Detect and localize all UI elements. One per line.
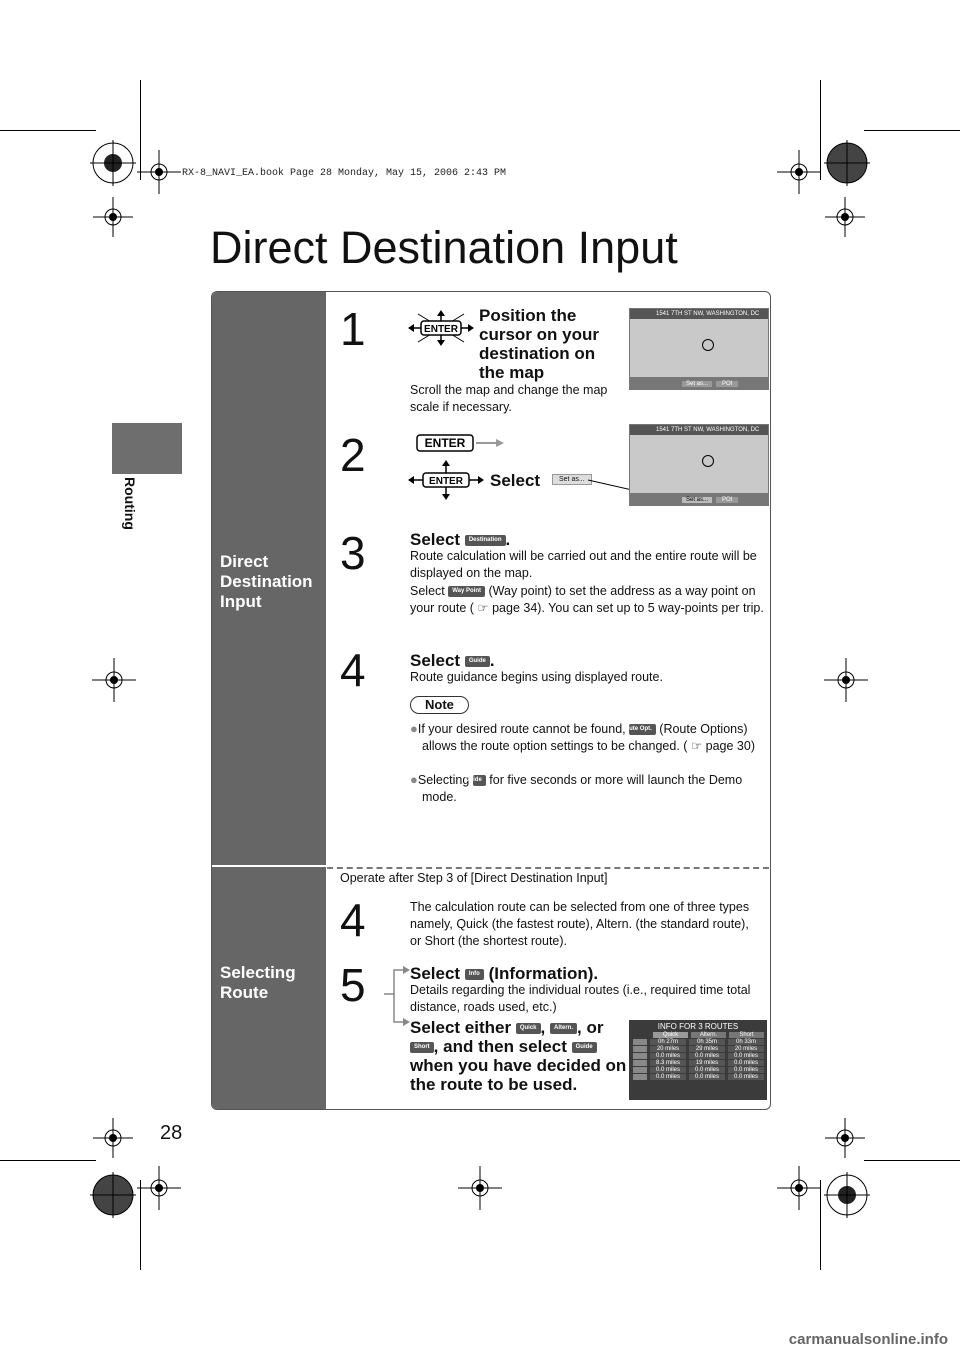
quick-button-image: Quick: [516, 1023, 541, 1034]
info-button-image: Info: [465, 969, 484, 980]
enter-joystick-icon: [408, 460, 484, 500]
operate-note: Operate after Step 3 of [Direct Destination Input]: [340, 871, 608, 885]
info-table-cell: 0h 35m: [689, 1039, 725, 1045]
info-table-cell: 0.0 miles: [650, 1067, 686, 1073]
step-number: 2: [340, 429, 366, 481]
registration-mark-icon: [824, 1172, 870, 1218]
note-bullet-2: [410, 771, 771, 806]
crop-line: [864, 130, 960, 131]
enter-label: ENTER: [424, 436, 466, 450]
registration-mark-icon: [825, 197, 865, 237]
sidebar-label: [116, 477, 176, 547]
section-heading-selecting: Selecting Route: [220, 963, 296, 1002]
info-table-row: [629, 1046, 767, 1052]
registration-mark-icon: [90, 140, 136, 186]
road-type-icon: [633, 1074, 647, 1080]
info-table-cell: 8.3 miles: [650, 1060, 686, 1066]
altern-button-image: Altern.: [550, 1023, 577, 1034]
info-table-cell: 19 miles: [689, 1060, 725, 1066]
enter-label: ENTER: [429, 476, 463, 487]
set-as-button: Set as...: [682, 381, 712, 387]
text-fragment: Select: [410, 584, 445, 598]
dashed-separator: [327, 867, 769, 869]
print-header: RX-8_NAVI_EA.book Page 28 Monday, May 15, 2006 2:43 PM: [182, 168, 507, 179]
destination-button-image: Destination: [465, 535, 506, 546]
page-reference-icon: ☞: [690, 739, 703, 753]
info-header-quick: Quick: [653, 1032, 688, 1038]
route-info-table: [629, 1020, 767, 1100]
step3-title: Select Destination .: [410, 530, 511, 549]
info-table-cell: 20 miles: [728, 1046, 764, 1052]
road-type-icon: [633, 1046, 647, 1052]
info-table-cell: 0.0 miles: [689, 1067, 725, 1073]
bullet-icon: ●: [410, 772, 418, 787]
info-table-cell: 20 miles: [650, 1046, 686, 1052]
step1-text: Scroll the map and change the map scale if necessary.: [410, 383, 608, 414]
info-table-cell: 0.0 miles: [728, 1060, 764, 1066]
info-table-row: [629, 1067, 767, 1073]
set-as-button: Set as...: [682, 497, 712, 503]
route-step5-text: Details regarding the individual routes (i.e., required time total distance, roads used, etc.): [410, 983, 751, 1014]
crop-line: [0, 1160, 96, 1161]
registration-mark-icon: [825, 1118, 865, 1158]
text-fragment: when you have decided on the route to be used.: [410, 1056, 627, 1094]
text-fragment: (Route Options) allows the route option settings to be changed. (: [422, 722, 748, 753]
bullet-icon: ●: [410, 721, 418, 736]
text-fragment: If your desired route cannot be found,: [417, 722, 626, 736]
registration-mark-icon: [824, 140, 870, 186]
step3-text2: [410, 583, 765, 617]
map-screenshot: [629, 308, 769, 390]
step-number: 1: [340, 303, 366, 355]
enter-arrow-icon: [416, 432, 506, 454]
step-number: 5: [340, 959, 366, 1011]
text-fragment: for five seconds or more will launch the Demo mode.: [422, 773, 743, 804]
step2-select: Select: [490, 471, 541, 490]
map-screenshot: [629, 424, 769, 506]
guide-button-image: Guide: [465, 656, 490, 667]
route-step5-select-either: Select either Quick , Altern. , or Short , and then select Guide when you have decided on the route to be used.: [410, 1018, 627, 1094]
watermark: carmanualsonline.info: [788, 1331, 948, 1348]
info-label: (Information).: [488, 964, 599, 983]
crosshair-icon: [702, 455, 714, 467]
info-table-cell: 0.0 miles: [689, 1053, 725, 1059]
info-table-cell: 0.0 miles: [728, 1067, 764, 1073]
step-number: 3: [340, 527, 366, 579]
crosshair-icon: [702, 339, 714, 351]
content-panel: [211, 291, 771, 1110]
info-table-row: [629, 1053, 767, 1059]
info-table-row: [629, 1060, 767, 1066]
select-text: Select: [410, 651, 461, 670]
registration-mark-icon: [137, 150, 181, 194]
info-table-cell: 29 miles: [689, 1046, 725, 1052]
text-fragment: Select either: [410, 1018, 512, 1037]
crop-line: [864, 1160, 960, 1161]
registration-mark-icon: [92, 658, 136, 702]
road-type-icon: [633, 1060, 647, 1066]
step-number: 4: [340, 644, 366, 696]
info-table-cell: 0.0 miles: [650, 1074, 686, 1080]
road-type-icon: [633, 1053, 647, 1059]
guide-button-image: Guide: [572, 1042, 597, 1053]
section-divider: [212, 865, 326, 867]
info-table-row: [629, 1039, 767, 1045]
short-button-image: Short: [410, 1042, 434, 1053]
text-fragment: page 34). You can set up to 5 way-points per trip.: [492, 601, 764, 615]
route-step4-text: The calculation route can be selected from one of three types namely, Quick (the fastest route), Altern. (the standard route), or Short (the shortest route).: [410, 900, 750, 948]
way-point-button-image: Way Point: [448, 586, 485, 597]
info-table-row: [629, 1074, 767, 1080]
info-table-cell: 0h 27m: [650, 1039, 686, 1045]
sidebar-label-text: Routing: [122, 477, 138, 530]
registration-mark-icon: [90, 1172, 136, 1218]
registration-mark-icon: [458, 1166, 502, 1210]
step-number: 4: [340, 894, 366, 946]
note-bullet-1: [410, 720, 771, 755]
map-street-label: 1541 7TH ST NW, WASHINGTON, DC: [630, 425, 768, 435]
select-text: Select: [410, 964, 461, 983]
text-fragment: , or: [577, 1018, 604, 1037]
text-fragment: page 30): [705, 739, 755, 753]
guide-button-image: Guide: [473, 775, 486, 786]
page-reference-icon: ☞: [477, 601, 489, 615]
info-header-short: Short: [729, 1032, 764, 1038]
registration-mark-icon: [777, 150, 821, 194]
text-fragment: Selecting: [417, 773, 470, 787]
text-fragment: , and then select: [433, 1037, 567, 1056]
note-label: Note: [410, 696, 469, 714]
step3-text1: Route calculation will be carried out and the entire route will be displayed on the map.: [410, 549, 757, 580]
route-step5-title: [410, 964, 598, 983]
enter-joystick-icon: [408, 310, 474, 346]
set-as-button-image: Set as...: [552, 474, 592, 485]
enter-label: ENTER: [424, 324, 458, 335]
info-table-cell: 0.0 miles: [650, 1053, 686, 1059]
crop-line: [0, 130, 96, 131]
page-number: 28: [160, 1122, 183, 1144]
registration-mark-icon: [777, 1166, 821, 1210]
info-header-altern: Altern.: [691, 1032, 726, 1038]
sidebar-tab: [112, 423, 182, 474]
select-text: Select: [410, 530, 461, 549]
map-street-label: 1541 7TH ST NW, WASHINGTON, DC: [630, 309, 768, 319]
route-opt-button-image: Route Opt.: [629, 724, 656, 735]
poi-button: POI: [716, 497, 738, 503]
registration-mark-icon: [824, 658, 868, 702]
poi-button: POI: [716, 381, 738, 387]
info-table-cell: 0.0 miles: [728, 1074, 764, 1080]
info-table-cell: 0.0 miles: [689, 1074, 725, 1080]
branch-arrow-icon: [382, 964, 410, 1028]
step4-title: Select Guide .: [410, 651, 495, 670]
step4-text: Route guidance begins using displayed route.: [410, 670, 663, 684]
registration-mark-icon: [137, 1166, 181, 1210]
registration-mark-icon: [93, 1118, 133, 1158]
section-heading-direct: Direct Destination Input: [220, 552, 313, 611]
section-column: [212, 292, 326, 1109]
info-table-title: INFO FOR 3 ROUTES: [657, 1022, 739, 1031]
text-fragment: (Way point) to set the address as a way point on your route (: [410, 584, 756, 615]
registration-mark-icon: [93, 197, 133, 237]
info-table-cell: 0.0 miles: [728, 1053, 764, 1059]
page-title: Direct Destination Input: [210, 222, 678, 273]
step1-title: Position the cursor on your destination on the map: [479, 306, 599, 382]
info-table-cell: 0h 33m: [728, 1039, 764, 1045]
road-type-icon: [633, 1039, 647, 1045]
road-type-icon: [633, 1067, 647, 1073]
